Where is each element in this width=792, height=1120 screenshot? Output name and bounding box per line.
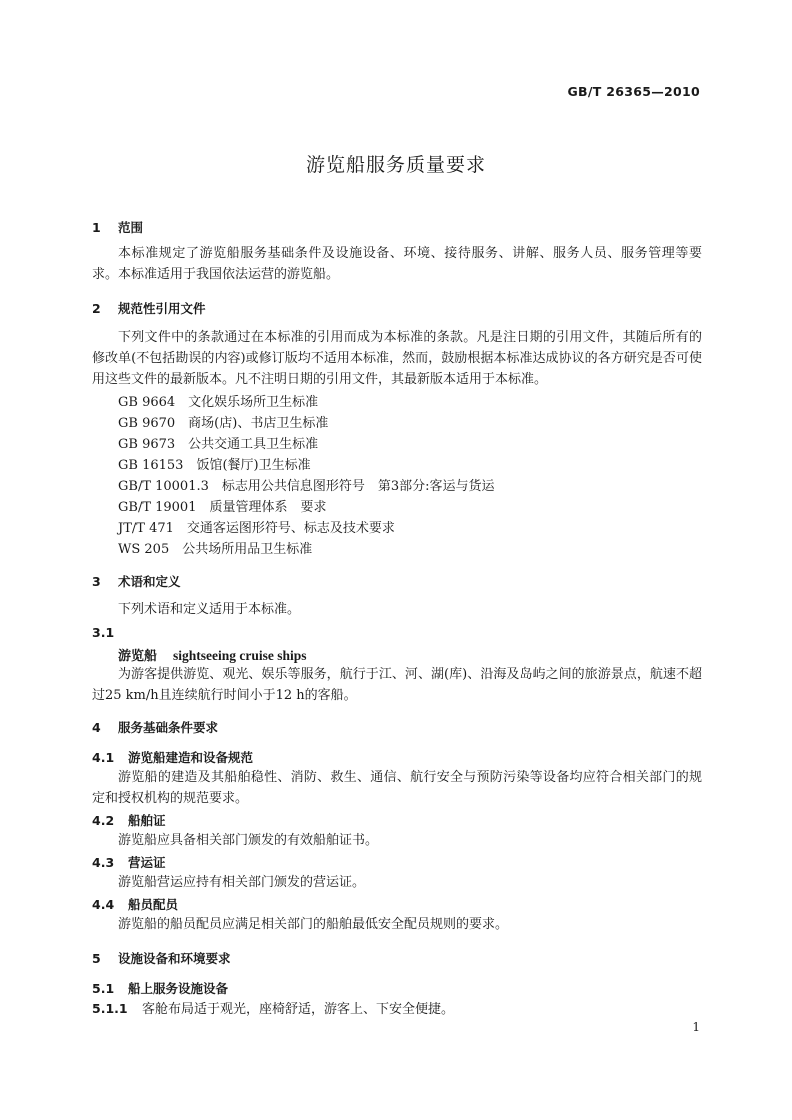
subsection-4-2-text: 游览船应具备相关部门颁发的有效船舶证书。 bbox=[118, 833, 379, 848]
section-3-heading bbox=[92, 572, 181, 590]
subsection-4-4-heading: 4.4 船员配员 bbox=[92, 897, 179, 912]
section-number: 1 bbox=[92, 220, 101, 235]
section-title: 规范性引用文件 bbox=[118, 301, 206, 316]
section-1-para-1: 本标准规定了游览船服务基础条件及设施设备、环境、接待服务、讲解、服务人员、服务管理等要求。 bbox=[92, 246, 702, 282]
standard-code: GB/T 26365—2010 bbox=[567, 84, 700, 99]
ref-item: GB 16153 饭馆(餐厅)卫生标准 bbox=[118, 458, 311, 473]
clause-5-1-1: 5.1.1 客舱布局适于观光，座椅舒适，游客上、下安全便捷。 bbox=[92, 1001, 455, 1017]
section-title: 服务基础条件要求 bbox=[118, 720, 219, 735]
term-number: 3.1 bbox=[92, 625, 115, 640]
section-number: 4 bbox=[92, 720, 101, 735]
subsection-4-2-heading: 4.2 船舶证 bbox=[92, 813, 166, 828]
section-1-heading bbox=[92, 218, 143, 236]
term-definition: 为游客提供游览、观光、娱乐等服务，航行于江、河、湖(库)、沿海及岛屿之间的旅游景点，航速不超过25 km/h且连续航行时间小于12 h的客船。 bbox=[92, 667, 702, 703]
section-title: 范围 bbox=[118, 220, 144, 235]
page-number: 1 bbox=[692, 1020, 700, 1034]
term-chinese: 游览船 bbox=[118, 649, 158, 664]
ref-item: WS 205 公共场所用品卫生标准 bbox=[118, 542, 313, 557]
subsection-4-1-heading: 4.1 游览船建造和设备规范 bbox=[92, 750, 254, 765]
section-number: 3 bbox=[92, 574, 101, 589]
section-5-heading bbox=[92, 949, 231, 967]
ref-item: GB 9664 文化娱乐场所卫生标准 bbox=[118, 395, 319, 410]
term-entry bbox=[118, 645, 307, 664]
section-2-para-1: 下列文件中的条款通过在本标准的引用而成为本标准的条款。凡是注日期的引用文件，其随后所有的修改单(不包括勘误的内容)或修订版均不适用本标准，然而，鼓励根据本标准达成协议的各方研究是否可使用这些文件的最新版本。凡不注明日期的引用文件，其最新版本适用于本标准。 bbox=[92, 330, 702, 387]
subsection-4-3-text: 游览船营运应持有相关部门颁发的营运证。 bbox=[118, 875, 366, 890]
section-2-heading bbox=[92, 299, 206, 317]
section-title: 术语和定义 bbox=[118, 574, 181, 589]
document-title: 游览船服务质量要求 bbox=[305, 154, 486, 176]
ref-item: GB 9673 公共交通工具卫生标准 bbox=[118, 437, 319, 452]
ref-item: GB/T 19001 质量管理体系 要求 bbox=[118, 500, 327, 515]
section-3-para-1: 下列术语和定义适用于本标准。 bbox=[118, 602, 301, 617]
section-1-para-2: 本标准适用于我国依法运营的游览船。 bbox=[118, 267, 340, 282]
ref-item: GB 9670 商场(店)、书店卫生标准 bbox=[118, 416, 329, 431]
ref-item: JT/T 471 交通客运图形符号、标志及技术要求 bbox=[118, 521, 395, 536]
subsection-5-1-heading: 5.1 船上服务设施设备 bbox=[92, 981, 229, 996]
ref-item: GB/T 10001.3 标志用公共信息图形符号 第3部分:客运与货运 bbox=[118, 479, 495, 494]
subsection-4-3-heading: 4.3 营运证 bbox=[92, 855, 166, 870]
section-4-heading bbox=[92, 718, 218, 736]
section-title: 设施设备和环境要求 bbox=[118, 951, 231, 966]
term-english: sightseeing cruise ships bbox=[173, 648, 307, 663]
section-number: 2 bbox=[92, 301, 101, 316]
subsection-4-1-text: 游览船的建造及其船舶稳性、消防、救生、通信、航行安全与预防污染等设备均应符合相关部门的规定和授权机构的规范要求。 bbox=[92, 770, 702, 806]
section-number: 5 bbox=[92, 951, 101, 966]
subsection-4-4-text: 游览船的船员配员应满足相关部门的船舶最低安全配员规则的要求。 bbox=[118, 917, 509, 932]
